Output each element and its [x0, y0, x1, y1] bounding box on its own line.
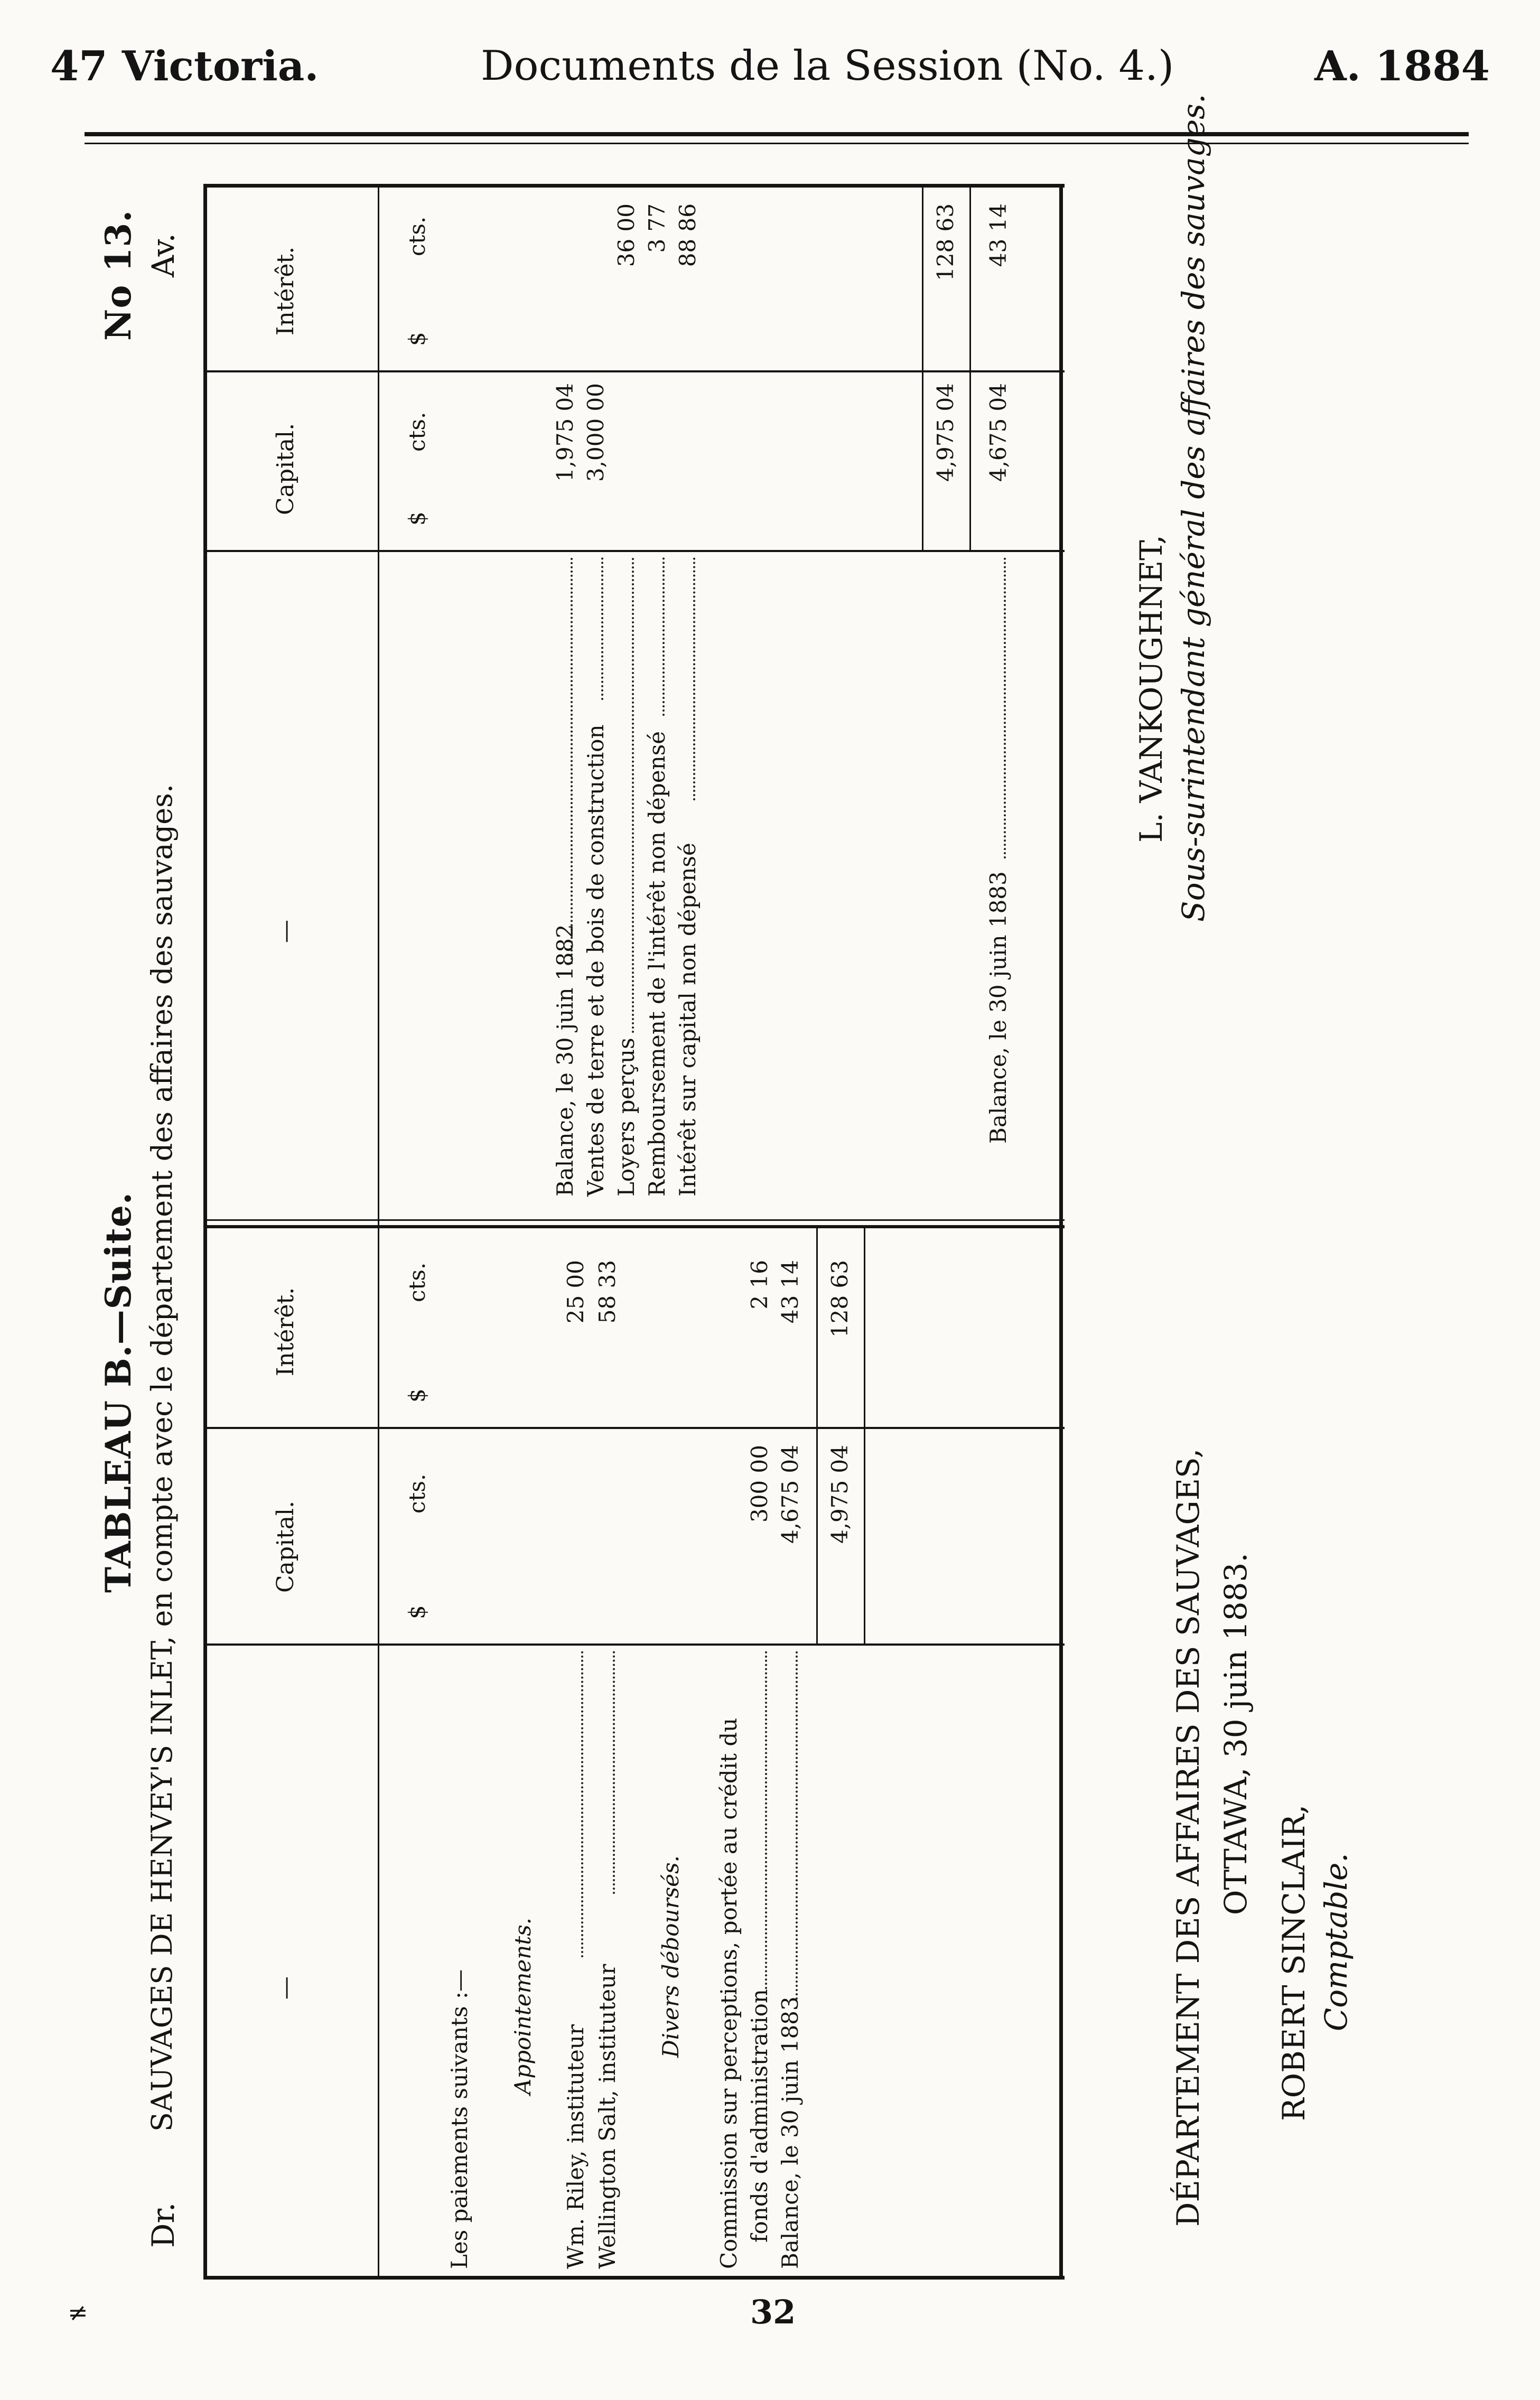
debit-row-capital: 4,675 04 [777, 1445, 803, 1544]
leader-dots [796, 1651, 798, 2000]
credit-capital-divider [203, 550, 1065, 552]
credit-total-rule-top [922, 188, 923, 552]
debit-row-interet: 25 00 [563, 1260, 589, 1324]
page-header [0, 42, 1540, 116]
signer2-title: Sous-surintendant général des affaires des sauvages. [1175, 94, 1211, 922]
table-bottom-rule [1059, 185, 1063, 2280]
credit-capital-cts: cts. [404, 412, 430, 452]
credit-row-interet: 3 77 [644, 203, 670, 253]
debit-capital-cts: cts. [404, 1473, 430, 1514]
left-border [203, 2276, 1065, 2280]
header-bottom-rule [378, 185, 379, 2280]
debit-row-label-cont: fonds d'administration [746, 1989, 772, 2243]
debit-row-label: Balance, le 30 juin 1883 [777, 1996, 803, 2269]
table-subtitle: SAUVAGES DE HENVEY'S INLET, en compte avec le département des affaires des sauvages. [145, 783, 179, 2132]
table-number: No 13. [98, 209, 139, 341]
header-documents: Documents de la Session (No. 4.) [481, 42, 1174, 90]
debit-total-rule-top [816, 1228, 818, 1646]
debit-section-appointements: Appointements. [510, 1917, 536, 2095]
debit-row-interet: 58 33 [594, 1260, 620, 1324]
credit-capital-header: Capital. [272, 423, 299, 515]
debit-row-label: Wm. Riley, instituteur [563, 2024, 589, 2269]
credit-total-capital: 4,975 04 [932, 383, 958, 482]
debit-total-rule-bottom [864, 1228, 865, 1646]
leader-dots [1004, 557, 1006, 858]
credit-row-label: Intérêt sur capital non dépensé [675, 843, 701, 1197]
debit-interet-divider [203, 1427, 1065, 1429]
credit-row-capital: 3,000 00 [583, 383, 609, 482]
debit-interet-cts: cts. [404, 1262, 430, 1302]
table-title: TABLEAU B.—Suite. [98, 1192, 139, 1593]
debit-label: Dr. [145, 2202, 181, 2248]
header-year: A. 1884 [1314, 42, 1490, 90]
credit-row-label: Loyers perçus [613, 1038, 639, 1197]
credit-interet-cts: cts. [404, 216, 430, 256]
leader-dots [693, 557, 695, 800]
footer-department: DÉPARTEMENT DES AFFAIRES DES SAUVAGES, [1170, 1448, 1206, 2227]
header-rule-thin [85, 143, 1469, 144]
credit-balance-capital: 4,675 04 [985, 383, 1011, 482]
debit-capital-dollar: $ [404, 1605, 430, 1619]
debit-row-capital: 300 00 [746, 1445, 772, 1523]
credit-total-rule-bottom [969, 188, 971, 552]
leader-dots [571, 557, 573, 964]
debit-row-interet: 43 14 [777, 1260, 803, 1324]
credit-row-label: Balance, le 30 juin 1882 [552, 924, 578, 1197]
credit-interet-dollar: $ [404, 332, 430, 346]
credit-row-interet: 36 00 [613, 203, 639, 267]
credit-row-label: Ventes de terre et de bois de construction [583, 724, 609, 1197]
leader-dots [632, 557, 634, 1033]
signer1-title: Comptable. [1318, 1853, 1354, 2031]
right-border [203, 184, 1065, 188]
table-top-rule [203, 185, 207, 2280]
debit-desc-header: — [272, 1976, 299, 2000]
credit-total-interet: 128 63 [932, 203, 958, 281]
debit-interet-dollar: $ [404, 1388, 430, 1403]
debit-total-capital: 4,975 04 [827, 1445, 853, 1544]
credit-balance-interet: 43 14 [985, 203, 1011, 267]
debit-capital-header: Capital. [272, 1500, 299, 1593]
signer2-name: L. VANKOUGHNET, [1133, 535, 1169, 843]
credit-row-interet: 88 86 [675, 203, 701, 267]
header-rule-thick [85, 132, 1469, 136]
leader-dots [601, 557, 603, 700]
footer-place-date: OTTAWA, 30 juin 1883. [1218, 1553, 1254, 1915]
credit-interet-header: Intérêt. [272, 246, 299, 335]
center-divider [203, 1225, 1065, 1228]
rotated-account-table [87, 94, 1450, 2295]
debit-capital-divider [203, 1643, 1065, 1646]
credit-row-capital: 1,975 04 [552, 383, 578, 482]
leader-dots [662, 557, 665, 716]
credit-desc-header: — [272, 920, 299, 943]
header-session: 47 Victoria. [50, 42, 319, 90]
center-divider-inner [203, 1219, 1065, 1221]
credit-label: Av. [145, 233, 181, 277]
leader-dots [613, 1651, 615, 1894]
credit-capital-dollar: $ [404, 511, 430, 526]
debit-row-label: Commission sur perceptions, portée au crédit du [716, 1717, 742, 2269]
debit-row-label: Wellington Salt, instituteur [594, 1964, 620, 2269]
credit-balance-label: Balance, le 30 juin 1883 [985, 871, 1011, 1144]
debit-section-divers: Divers déboursés. [658, 1855, 684, 2058]
page-number: 32 [750, 2293, 796, 2331]
margin-mark: ≠ [68, 2298, 88, 2327]
debit-interet-header: Intérêt. [272, 1287, 299, 1376]
leader-dots [765, 1651, 767, 1989]
debit-row-interet: 2 16 [746, 1260, 772, 1310]
signer1-name: ROBERT SINCLAIR, [1276, 1804, 1312, 2121]
debit-total-interet: 128 63 [827, 1260, 853, 1338]
credit-interet-divider [203, 370, 1065, 372]
leader-dots [581, 1651, 583, 1957]
debit-intro: Les paiements suivants :— [446, 1969, 472, 2269]
credit-row-label: Remboursement de l'intérêt non dépensé [644, 731, 670, 1197]
